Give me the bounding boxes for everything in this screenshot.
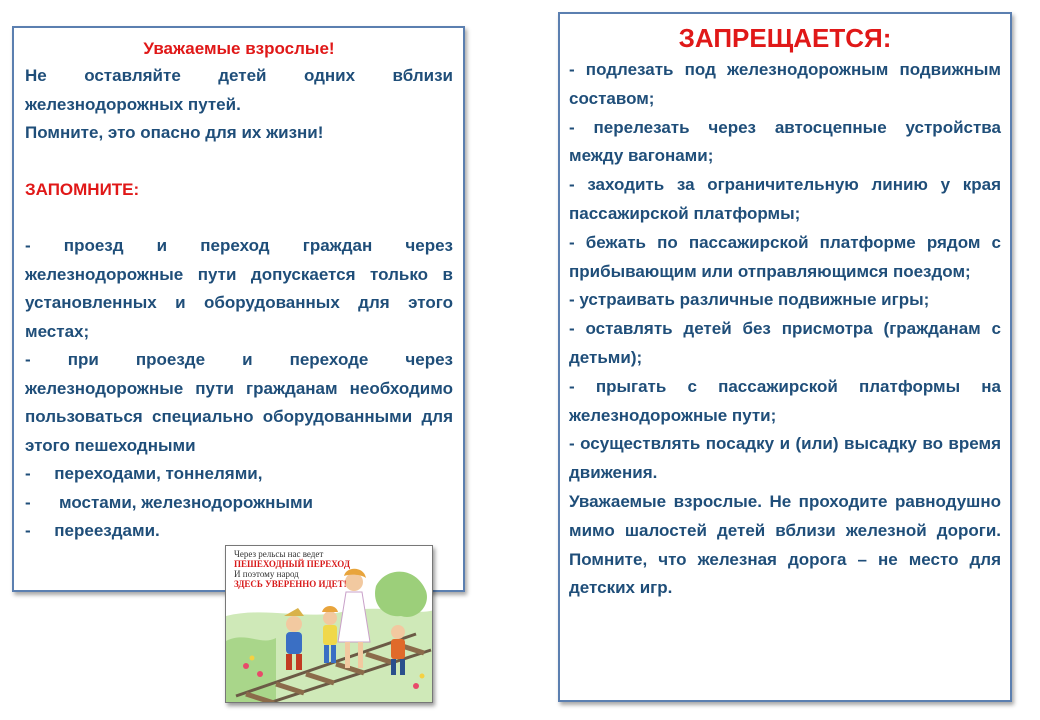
prohibition-item: - бежать по пассажирской платформе рядом с прибывающим или отправляющимся поездом; [569,232,1001,281]
prohibited-heading: ЗАПРЕЩАЕТСЯ: [678,23,892,53]
caption-line: ПЕШЕХОДНЫЙ ПЕРЕХОД [234,559,351,569]
prohibition-item: - прыгать с пассажирской платформы на железнодорожные пути; [569,376,1001,425]
right-prohibitions-panel [558,12,1012,702]
list-item: - мостами, железнодорожными [25,492,313,512]
list-item: - переходами, тоннелями, [25,464,263,483]
prohibition-item: - устраивать различные подвижные игры; [569,290,930,310]
left-info-panel [12,26,465,592]
railway-crossing-illustration [225,545,433,703]
caption-line: Через рельсы нас ведет [234,549,324,559]
prohibition-item: - перелезать через автосцепные устройства между вагонами; [569,117,1001,166]
intro-text: Не оставляйте детей одних вблизи железнодорожных путей. [25,66,453,114]
prohibition-item: - осуществлять посадку и (или) высадку во время движения. [569,434,1001,483]
caption-line: ЗДЕСЬ УВЕРЕННО ИДЕТ! [234,579,347,589]
caption-line: И поэтому народ [234,569,299,579]
list-item: - переездами. [25,521,160,540]
prohibition-item: - оставлять детей без присмотра (гражданам с детьми); [569,319,1001,367]
remember-heading: ЗАПОМНИТЕ: [25,179,140,199]
warning-text: Помните, это опасно для их жизни! [25,123,324,142]
prohibition-item: - заходить за ограничительную линию у края пассажирской платформы; [569,175,1001,223]
rule-pedestrian-use: - при проезде и переходе через железнодорожные пути гражданам необходимо пользоваться специально оборудованными для этого пешеходными [25,350,453,455]
closing-appeal: Уважаемые взрослые. Не проходите равнодушно мимо шалостей детей вблизи железной дороги. Помните, что железная дорога – не место для детских игр. [569,491,1001,598]
prohibition-item: - подлезать под железнодорожным подвижным составом; [569,60,1001,108]
greeting-heading: Уважаемые взрослые! [143,39,335,58]
rule-crossing-places: - проезд и переход граждан через железнодорожные пути допускается только в установленных и оборудованных для этого местах; [25,236,453,341]
